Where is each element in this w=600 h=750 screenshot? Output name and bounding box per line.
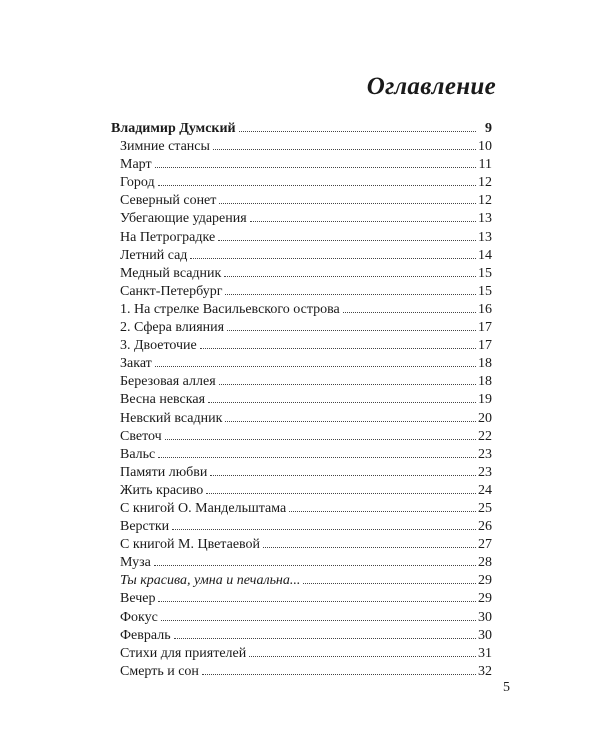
toc-entry-title: Памяти любви: [120, 464, 208, 480]
toc-entry-title: 3. Двоеточие: [120, 338, 197, 354]
toc-entry-page: 13: [478, 211, 492, 227]
toc-dot-leader: [154, 561, 476, 566]
toc-entry: [111, 500, 492, 518]
toc-entry: [111, 174, 492, 192]
toc-entry-page: 13: [478, 229, 492, 245]
toc-entry: [111, 645, 492, 663]
toc-entry-title: Фокус: [120, 609, 158, 625]
toc-entry-title: Муза: [120, 555, 151, 571]
toc-dot-leader: [158, 597, 476, 602]
toc-entry: [111, 518, 492, 536]
toc-entry: [111, 319, 492, 337]
toc-entry: [111, 229, 492, 247]
toc-entry-title: Владимир Думский: [111, 121, 236, 136]
toc-entry: [111, 210, 492, 228]
toc-entry-page: 15: [478, 283, 492, 299]
toc-entry: [111, 609, 492, 627]
toc-entry-title: Жить красиво: [120, 482, 204, 498]
toc-entry-page: 14: [478, 247, 492, 263]
toc-entry-title: Зимние стансы: [120, 139, 210, 155]
toc-dot-leader: [218, 236, 476, 241]
toc-entry-page: 12: [478, 193, 492, 209]
toc-dot-leader: [263, 543, 476, 548]
toc-entry-title: С книгой О. Мандельштама: [120, 500, 287, 516]
toc-entry: [111, 355, 492, 373]
toc-entry: [111, 156, 492, 174]
toc-entry-title: Летний сад: [120, 247, 188, 263]
toc-dot-leader: [249, 652, 476, 657]
toc-entry-page: 11: [478, 157, 492, 173]
toc-entry-title: Ты красива, умна и печальна...: [120, 573, 301, 589]
toc-dot-leader: [289, 507, 476, 512]
toc-dot-leader: [200, 344, 476, 349]
toc-dot-leader: [158, 453, 476, 458]
toc-entry-page: 30: [478, 609, 492, 625]
toc-entry: [111, 337, 492, 355]
toc-entry: [111, 627, 492, 645]
toc-entry-title: Город: [120, 175, 155, 191]
toc-entry-page: 31: [478, 645, 492, 661]
toc-dot-leader: [219, 380, 476, 385]
toc-entry-title: Март: [120, 157, 152, 173]
toc-entry: [111, 428, 492, 446]
toc-entry: [111, 373, 492, 391]
toc-dot-leader: [202, 670, 476, 675]
toc-entry-page: 19: [478, 392, 492, 408]
toc-entry: [111, 301, 492, 319]
toc-entry: [111, 265, 492, 283]
toc-entry: [111, 663, 492, 681]
toc-entry-title: 1. На стрелке Васильевского острова: [120, 301, 340, 317]
toc-dot-leader: [165, 435, 476, 440]
toc-entry-title: Убегающие ударения: [120, 211, 247, 227]
toc-entry-page: 12: [478, 175, 492, 191]
toc-entry-page: 23: [478, 464, 492, 480]
toc-entry-page: 17: [478, 320, 492, 336]
toc-entry-page: 29: [478, 573, 492, 589]
toc-entry-page: 29: [478, 591, 492, 607]
toc-entry-title: Медный всадник: [120, 265, 222, 281]
toc-entry-title: Санкт-Петербург: [120, 283, 223, 299]
toc-entry: [111, 410, 492, 428]
toc-dot-leader: [227, 326, 476, 331]
toc-entry-title: Березовая аллея: [120, 374, 216, 390]
toc-entry: [111, 464, 492, 482]
toc-entry-title: 2. Сфера влияния: [120, 320, 225, 336]
toc-entry: [111, 283, 492, 301]
toc-entry-page: 16: [478, 301, 492, 317]
toc-entry-title: Вечер: [120, 591, 156, 607]
toc-entry-title: На Петроградке: [120, 229, 216, 245]
toc-dot-leader: [210, 471, 476, 476]
page-title: Оглавление: [366, 73, 496, 100]
toc-entry-page: 18: [478, 374, 492, 390]
toc-dot-leader: [208, 398, 476, 403]
toc-entry-page: 27: [478, 537, 492, 553]
toc-entry-page: 28: [478, 555, 492, 571]
toc-dot-leader: [155, 362, 476, 367]
page-number: 5: [503, 680, 510, 695]
toc-entry: [111, 536, 492, 554]
toc-entry-page: 17: [478, 338, 492, 354]
toc-dot-leader: [172, 525, 476, 530]
toc-entry-title: Верстки: [120, 519, 170, 535]
toc-entry-title: Смерть и сон: [120, 663, 199, 679]
toc-entry-page: 10: [478, 139, 492, 155]
toc-entry-page: 18: [478, 356, 492, 372]
toc-dot-leader: [303, 579, 476, 584]
toc-entry: [111, 192, 492, 210]
toc-dot-leader: [343, 308, 476, 313]
toc-entry-page: 22: [478, 428, 492, 444]
toc-dot-leader: [224, 272, 476, 277]
toc-dot-leader: [190, 254, 476, 259]
toc-dot-leader: [161, 616, 476, 621]
toc-entry-page: 32: [478, 663, 492, 679]
toc-dot-leader: [239, 127, 476, 132]
toc-entry-title: С книгой М. Цветаевой: [120, 537, 261, 553]
toc-dot-leader: [225, 290, 476, 295]
toc-dot-leader: [225, 417, 476, 422]
toc-dot-leader: [219, 199, 476, 204]
toc-dot-leader: [174, 634, 476, 639]
toc-entry-title: Северный сонет: [120, 193, 217, 209]
toc-dot-leader: [213, 145, 476, 150]
toc-entry-title: Закат: [120, 356, 152, 372]
toc-entry: [111, 120, 492, 138]
toc-entry-page: 26: [478, 519, 492, 535]
toc-entry-page: 30: [478, 627, 492, 643]
toc-entry-page: 9: [485, 121, 492, 136]
toc-entry-title: Вальс: [120, 446, 156, 462]
table-of-contents: [111, 120, 492, 681]
toc-dot-leader: [206, 489, 476, 494]
toc-dot-leader: [250, 217, 476, 222]
toc-entry: [111, 138, 492, 156]
toc-entry: [111, 482, 492, 500]
toc-entry-page: 23: [478, 446, 492, 462]
toc-entry-page: 20: [478, 410, 492, 426]
toc-entry-title: Невский всадник: [120, 410, 223, 426]
toc-entry-page: 25: [478, 500, 492, 516]
toc-dot-leader: [155, 163, 476, 168]
toc-entry: [111, 391, 492, 409]
toc-entry-page: 15: [478, 265, 492, 281]
toc-entry-title: Светоч: [120, 428, 162, 444]
toc-entry: [111, 590, 492, 608]
toc-entry: [111, 446, 492, 464]
toc-entry-title: Стихи для приятелей: [120, 645, 247, 661]
toc-entry-page: 24: [478, 482, 492, 498]
toc-entry-title: Февраль: [120, 627, 171, 643]
toc-entry: [111, 554, 492, 572]
toc-entry-title: Весна невская: [120, 392, 206, 408]
toc-dot-leader: [158, 181, 476, 186]
toc-entry: [111, 247, 492, 265]
toc-entry: [111, 572, 492, 590]
